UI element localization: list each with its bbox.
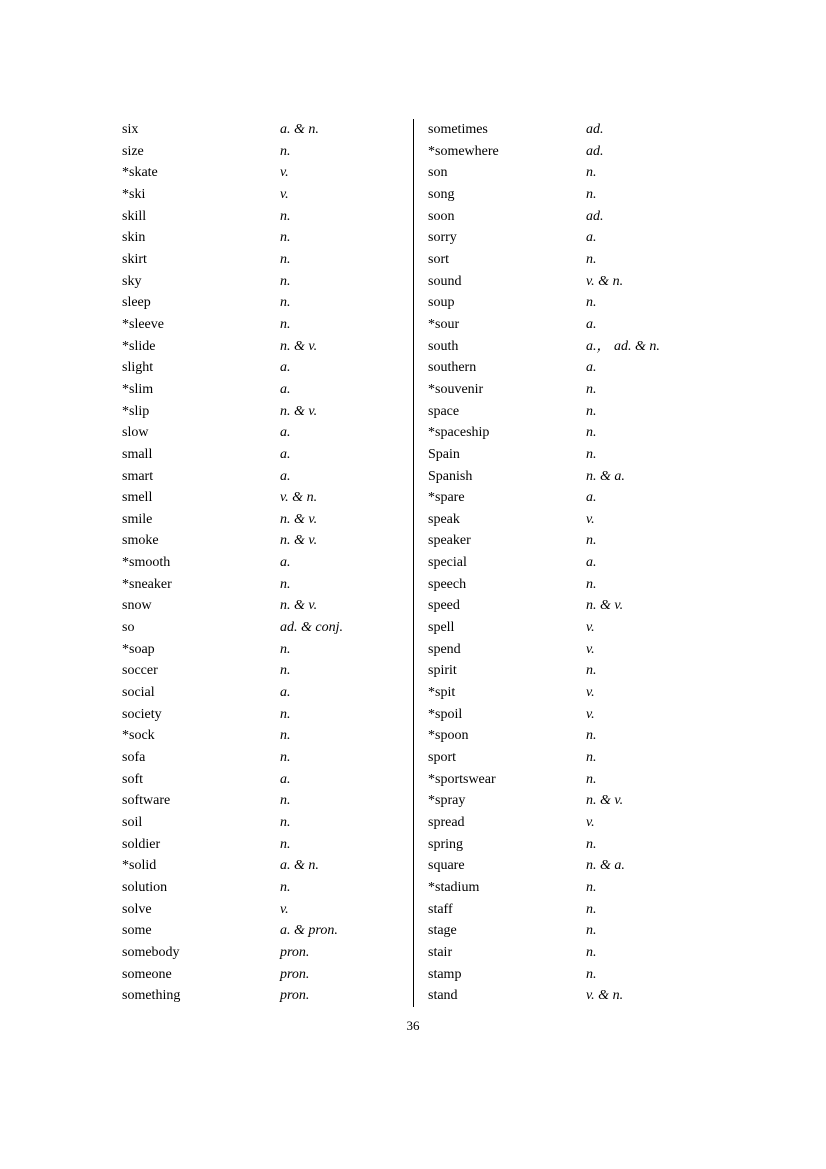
part-of-speech: n. & v. (280, 403, 318, 419)
vocab-word: *soap (122, 641, 155, 657)
part-of-speech: a. (280, 360, 291, 376)
vocab-word: soldier (122, 836, 161, 852)
part-of-speech: a. & n. (280, 858, 319, 874)
part-of-speech: a. (280, 771, 291, 787)
vocab-word: Spain (428, 446, 460, 462)
part-of-speech: n. & v. (280, 338, 318, 354)
vocab-word: *spit (428, 685, 456, 701)
vocab-word: spell (428, 620, 455, 636)
part-of-speech: n. (280, 879, 291, 895)
part-of-speech: n. (586, 728, 597, 744)
part-of-speech: ad. (586, 143, 604, 159)
part-of-speech: n. (586, 771, 597, 787)
part-of-speech: n. (586, 446, 597, 462)
vocab-word: southern (428, 360, 477, 376)
vocab-word: *spray (428, 793, 466, 809)
vocab-word: soup (428, 295, 455, 311)
part-of-speech: n. (586, 663, 597, 679)
part-of-speech: n. (586, 879, 597, 895)
part-of-speech: n. & v. (586, 598, 624, 614)
part-of-speech: ad. & conj. (280, 620, 343, 636)
part-of-speech: n. (586, 576, 597, 592)
vocab-word: soccer (122, 663, 158, 679)
part-of-speech: n. (280, 793, 291, 809)
vocab-word: *ski (122, 186, 146, 202)
part-of-speech: n. (280, 663, 291, 679)
vocab-word: *spoil (428, 706, 463, 722)
vocab-word: *stadium (428, 879, 480, 895)
vocab-word: *slide (122, 338, 156, 354)
part-of-speech: n. (280, 641, 291, 657)
part-of-speech: n. (280, 728, 291, 744)
vocab-word: slight (122, 360, 154, 376)
part-of-speech: pron. (280, 988, 310, 1004)
vocab-word: spirit (428, 663, 457, 679)
part-of-speech: n. (280, 251, 291, 267)
vocab-word: *spaceship (428, 425, 490, 441)
vocab-word: soft (122, 771, 143, 787)
part-of-speech: a. (280, 425, 291, 441)
vocab-word: spread (428, 815, 465, 830)
part-of-speech: n. (586, 425, 597, 441)
vocab-word: smart (122, 468, 154, 484)
page-number: 36 (406, 1018, 420, 1033)
part-of-speech: v. (586, 641, 595, 657)
part-of-speech: pron. (280, 966, 310, 982)
vocab-word: solution (122, 879, 168, 895)
part-of-speech: a. (280, 446, 291, 462)
part-of-speech: a. (586, 230, 597, 246)
part-of-speech: v. & n. (586, 988, 624, 1004)
vocab-word: *sneaker (122, 576, 172, 592)
part-of-speech: n. (586, 901, 597, 917)
vocab-word: song (428, 186, 455, 202)
part-of-speech: n. (280, 836, 291, 852)
part-of-speech: n. & a. (586, 468, 625, 484)
part-of-speech: n. (280, 706, 291, 722)
vocab-word: sport (428, 750, 456, 766)
part-of-speech: a. (280, 381, 291, 397)
vocab-word: square (428, 858, 465, 874)
vocab-word: speech (428, 576, 467, 592)
part-of-speech: n. (280, 815, 291, 830)
part-of-speech: v. (586, 706, 595, 722)
part-of-speech: a. (586, 490, 597, 506)
vocab-word: skirt (122, 251, 147, 267)
vocab-word: *skate (122, 165, 158, 181)
vocab-word: some (122, 923, 152, 939)
vocab-word: *sleeve (122, 316, 164, 332)
part-of-speech: ad. (586, 122, 604, 137)
part-of-speech: v. (280, 901, 289, 917)
part-of-speech: n. (280, 230, 291, 246)
part-of-speech: n. (586, 944, 597, 960)
vocab-word: skill (122, 208, 147, 224)
vocab-word: slow (122, 425, 149, 441)
part-of-speech: pron. (280, 944, 310, 960)
part-of-speech: n. (586, 165, 597, 181)
part-of-speech: n. (586, 533, 597, 549)
part-of-speech: n. (280, 576, 291, 592)
vocab-word: *slip (122, 403, 150, 419)
vocab-word: smile (122, 511, 153, 527)
vocab-word: sofa (122, 750, 146, 766)
vocab-word: snow (122, 598, 152, 614)
part-of-speech: n. (586, 923, 597, 939)
vocab-word: son (428, 165, 448, 181)
vocab-word: *slim (122, 381, 154, 397)
vocab-word: small (122, 446, 153, 462)
vocab-word: spend (428, 641, 461, 657)
vocab-word: speak (428, 511, 460, 527)
part-of-speech: n. (280, 208, 291, 224)
part-of-speech: a. & n. (280, 122, 319, 137)
vocab-word: stamp (428, 966, 462, 982)
part-of-speech: a. (280, 555, 291, 571)
vocab-word: social (122, 685, 155, 701)
part-of-speech: n. & v. (280, 511, 318, 527)
part-of-speech: v. (586, 620, 595, 636)
vocab-word: south (428, 338, 459, 354)
vocab-word: six (122, 122, 139, 137)
part-of-speech: n. & v. (280, 598, 318, 614)
vocab-word: sort (428, 251, 449, 267)
part-of-speech: n. (280, 316, 291, 332)
part-of-speech: a. (586, 316, 597, 332)
vocab-word: so (122, 620, 135, 636)
vocab-word: *sour (428, 316, 460, 332)
vocab-word: soil (122, 815, 143, 830)
part-of-speech: n. (586, 295, 597, 311)
vocab-word: somebody (122, 944, 180, 960)
vocab-word: *souvenir (428, 381, 484, 397)
vocab-word: size (122, 143, 144, 159)
vocab-word: sound (428, 273, 462, 289)
vocab-word: stair (428, 944, 453, 960)
vocab-word: space (428, 403, 460, 419)
part-of-speech: v. (280, 165, 289, 181)
part-of-speech: v. (586, 511, 595, 527)
vocab-word: speed (428, 598, 460, 614)
part-of-speech: v. & n. (586, 273, 624, 289)
vocab-word: soon (428, 208, 455, 224)
part-of-speech: a. (586, 360, 597, 376)
vocab-word: someone (122, 966, 172, 982)
part-of-speech: a. & pron. (280, 923, 338, 939)
vocab-word: *solid (122, 858, 157, 874)
part-of-speech: a. (280, 685, 291, 701)
vocab-word: sometimes (428, 122, 488, 137)
part-of-speech: a.， ad. & n. (586, 338, 660, 354)
part-of-speech: v. & n. (280, 490, 318, 506)
vocab-word: spring (428, 836, 463, 852)
part-of-speech: n. (280, 143, 291, 159)
vocab-word: smoke (122, 533, 159, 549)
vocab-word: Spanish (428, 468, 473, 484)
part-of-speech: n. & v. (586, 793, 624, 809)
part-of-speech: v. (586, 685, 595, 701)
part-of-speech: n. (280, 295, 291, 311)
part-of-speech: v. (280, 186, 289, 202)
part-of-speech: n. (280, 750, 291, 766)
part-of-speech: n. (586, 966, 597, 982)
vocab-word: sky (122, 273, 142, 289)
part-of-speech: n. (586, 186, 597, 202)
part-of-speech: a. (280, 468, 291, 484)
vocab-word: *sportswear (428, 771, 496, 787)
column-divider (413, 119, 414, 1007)
part-of-speech: n. (586, 251, 597, 267)
vocab-word: sorry (428, 230, 457, 246)
part-of-speech: n. & a. (586, 858, 625, 874)
vocab-word: *spare (428, 490, 465, 506)
vocab-word: software (122, 793, 171, 809)
vocab-word: solve (122, 901, 152, 917)
vocab-word: *smooth (122, 555, 171, 571)
vocab-word: *somewhere (428, 143, 499, 159)
vocab-word: something (122, 988, 181, 1004)
vocab-word: stage (428, 923, 457, 939)
part-of-speech: n. (586, 750, 597, 766)
part-of-speech: v. (586, 815, 595, 830)
vocab-word: stand (428, 988, 458, 1004)
part-of-speech: n. (586, 381, 597, 397)
vocab-word: skin (122, 230, 146, 246)
part-of-speech: n. & v. (280, 533, 318, 549)
part-of-speech: a. (586, 555, 597, 571)
part-of-speech: n. (586, 836, 597, 852)
part-of-speech: n. (586, 403, 597, 419)
vocab-word: smell (122, 490, 153, 506)
part-of-speech: ad. (586, 208, 604, 224)
vocab-word: society (122, 706, 162, 722)
part-of-speech: n. (280, 273, 291, 289)
vocab-word: staff (428, 901, 453, 917)
vocab-word: special (428, 555, 467, 571)
vocab-word: sleep (122, 295, 151, 311)
vocab-word: *sock (122, 728, 155, 744)
vocab-word: speaker (428, 533, 471, 549)
vocab-word: *spoon (428, 728, 469, 744)
